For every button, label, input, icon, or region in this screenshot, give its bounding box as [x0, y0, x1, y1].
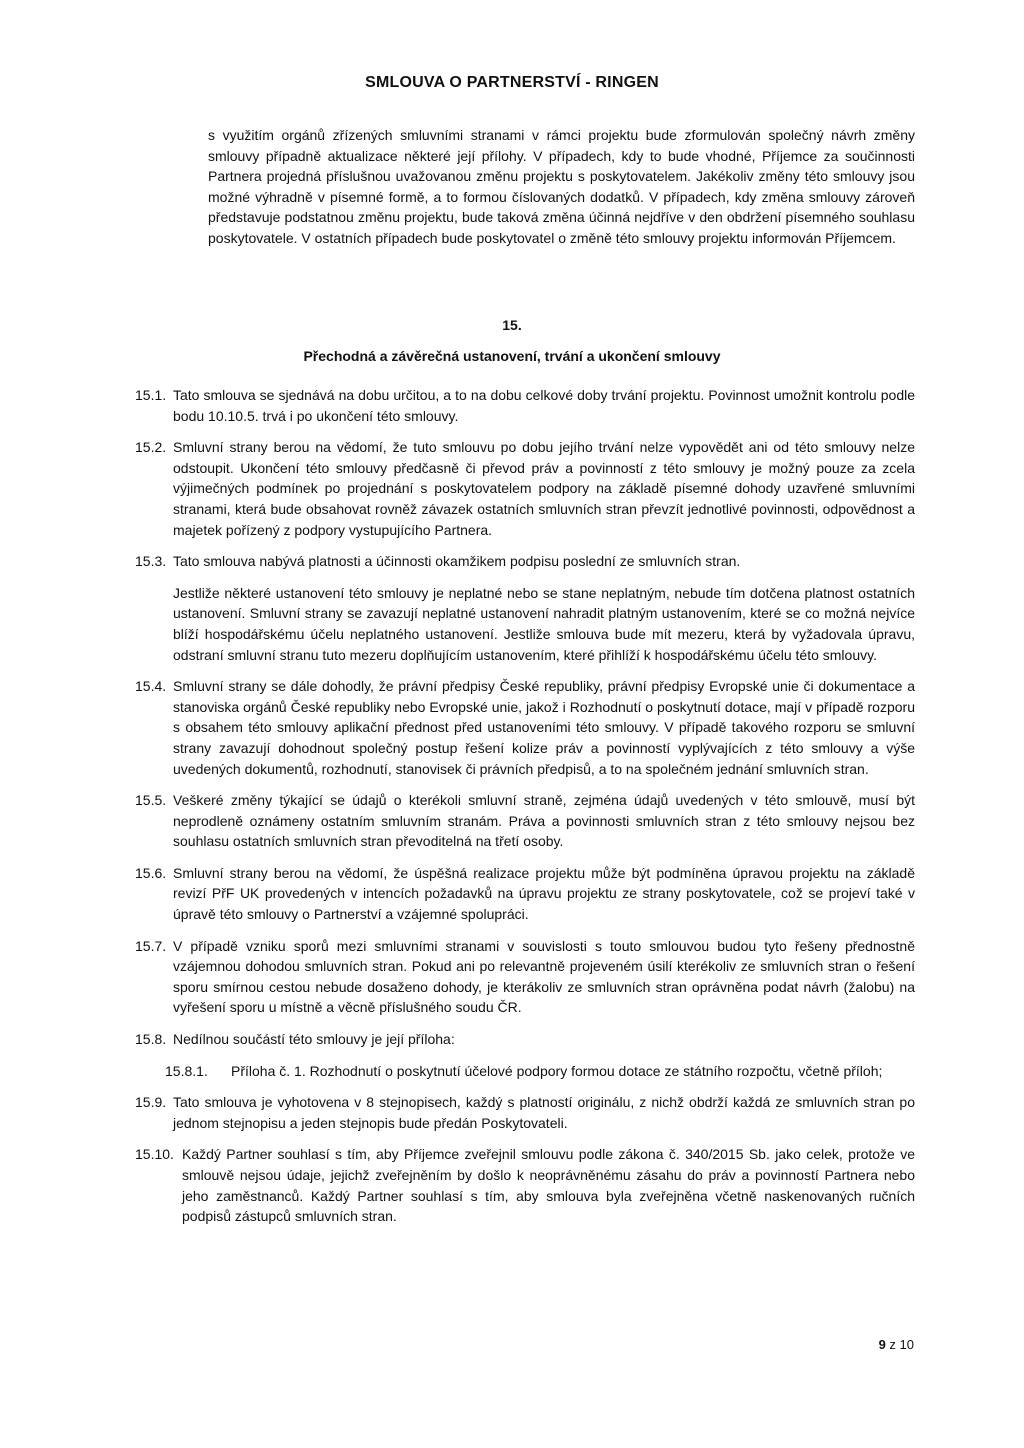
- clause-number: 15.10.: [135, 1146, 174, 1163]
- clause-text: Tato smlouva je vyhotovena v 8 stejnopisech, každý s platností originálu, z nichž obdrží každá ze smluvních stran po jednom stejnopisu a jeden stejnopis bude předán Poskytovateli.: [173, 1094, 915, 1131]
- subclause-text: Příloha č. 1. Rozhodnutí o poskytnutí účelové podpory formou dotace ze státního rozpočtu, včetně příloh;: [231, 1062, 883, 1079]
- clause-text: Tato smlouva se sjednává na dobu určitou, a to na dobu celkové doby trvání projektu. Povinnost umožnit kontrolu podle bodu 10.10.5. trvá i po ukončení této smlouvy.: [173, 387, 915, 424]
- current-page: 9: [878, 1337, 886, 1352]
- clause-text: Smluvní strany berou na vědomí, že úspěšná realizace projektu může být podmíněna úpravou projektu na základě revizí PřF UK provedených v intencích požadavků na úpravu projektu ze strany poskytovatele, což se projeví také v úpravě této smlouvy o Partnerství a vzájemné spolupráci.: [173, 864, 915, 923]
- clause-15-7: [135, 936, 915, 1018]
- document-header-title: SMLOUVA O PARTNERSTVÍ - RINGEN: [365, 74, 659, 91]
- clause-15-9: [135, 1092, 915, 1133]
- clause-15-1: [135, 385, 915, 426]
- total-pages: z 10: [889, 1337, 914, 1352]
- clause-list: [135, 385, 915, 1238]
- clause-number: 15.2.: [135, 439, 167, 456]
- clause-number: 15.5.: [135, 792, 167, 809]
- clause-number: 15.3.: [135, 553, 167, 570]
- clause-number: 15.8.: [135, 1031, 167, 1048]
- clause-number: 15.9.: [135, 1094, 167, 1111]
- clause-text: V případě vzniku sporů mezi smluvními stranami v souvislosti s touto smlouvou budou tyto řešeny přednostně vzájemnou dohodou smluvních stran. Pokud ani po relevantně projeveném úsilí kterékoliv ze smluvních stran o řešení sporu smírnou cestou nebude dosaženo dohody, je kterákoliv ze smluvních stran oprávněna podat návrh (žalobu) na vyřešení sporu u místně a věcně příslušného soudu ČR.: [173, 937, 915, 1016]
- clause-number: 15.7.: [135, 937, 167, 954]
- clause-15-4: [135, 676, 915, 779]
- clause-number: 15.1.: [135, 387, 167, 403]
- clause-15-8: [135, 1029, 915, 1050]
- clause-text: Smluvní strany berou na vědomí, že tuto smlouvu po dobu jejího trvání nelze vypovědět ani od této smlouvy nelze odstoupit. Ukončení této smlouvy předčasně či převod práv a povinností z této smlouvy je možný pouze za zcela výjimečných podmínek po projednání s poskytovatelem podpory na základě písemné dohody uzavřené smluvními stranami, která bude obsahovat rovněž závazek ostatních smluvních stran převzít jednotlivé povinnosti, odpovědnost a majetek pořízený z podpory vystupujícího Partnera.: [173, 439, 915, 538]
- clause-15-3: [135, 551, 915, 572]
- clause-text: Veškeré změny týkající se údajů o kterékoli smluvní straně, zejména údajů uvedených v této smlouvě, musí být neprodleně oznámeny ostatním smluvním stranám. Práva a povinnosti smluvních stran z této smlouvy nejsou bez souhlasu ostatních smluvních stran převoditelná na třetí osoby.: [173, 792, 915, 850]
- intro-paragraph: s využitím orgánů zřízených smluvními stranami v rámci projektu bude zformulován společný návrh změny smlouvy případně aktualizace některé její přílohy. V případech, kdy to bude vhodné, Příjemce za součinnosti Partnera projedná příslušnou uvažovanou změnu projektu s poskytovatelem. Jakékoliv změny této smlouvy jsou možné výhradně v písemné formě, a to formou číslovaných dodatků. V případech, kdy změna smlouvy zároveň představuje podstatnou změnu projektu, bude taková změna účinná nejdříve v den obdržení písemného souhlasu poskytovatele. V ostatních případech bude poskytovatel o změně této smlouvy projektu informován Příjemcem.: [208, 127, 915, 246]
- section-title: Přechodná a závěrečná ustanovení, trvání a ukončení smlouvy: [303, 348, 721, 364]
- clause-15-5: [135, 790, 915, 852]
- page-number: [879, 1337, 914, 1352]
- clause-text: Tato smlouva nabývá platnosti a účinnosti okamžikem podpisu poslední ze smluvních stran.: [173, 553, 741, 570]
- clause-text: Smluvní strany se dále dohodly, že právní předpisy České republiky, právní předpisy Evropské unie či dokumentace a stanoviska orgánů České republiky nebo Evropské unie, jakož i Rozhodnutí o poskytnutí dotace, mají v případě rozporu s obsahem této smlouvy aplikační přednost před ustanoveními této smlouvy. V případě takového rozporu se smluvní strany zavazují dohodnout společný postup řešení kolize práv a povinností vyplývajících z této smlouvy a výše uvedených dokumentů, rozhodnutí, stanovisek či právních předpisů, a to na společném jednání smluvních stran.: [173, 678, 915, 777]
- section-number: 15.: [502, 317, 522, 333]
- clause-15-2: [135, 437, 915, 540]
- clause-15-10: [135, 1144, 915, 1226]
- clause-text: Každý Partner souhlasí s tím, aby Příjemce zveřejnil smlouvu podle zákona č. 340/2015 Sb. jako celek, protože ve smlouvě nejsou údaje, jejichž zveřejněním by došlo k neoprávněnému zásahu do práv a povinností Partnera nebo jeho zaměstnanců. Každý Partner souhlasí s tím, aby smlouva byla zveřejněna včetně naskenovaných ručních podpisů zástupců smluvních stran.: [182, 1146, 915, 1225]
- clause-number: 15.4.: [135, 678, 167, 695]
- subclause-number: 15.8.1.: [165, 1062, 208, 1079]
- clause-text: Nedílnou součástí této smlouvy je její příloha:: [173, 1031, 455, 1048]
- clause-number: 15.6.: [135, 864, 167, 881]
- clause-15-3-paragraph: Jestliže některé ustanovení této smlouvy je neplatné nebo se stane neplatným, nebude tím dotčena platnost ostatních ustanovení. Smluvní strany se zavazují neplatné ustanovení nahradit platným ustanovením, které se co možná nejvíce blíží hospodářskému účelu neplatného ustanovení. Jestliže smlouva bude mít mezeru, která by vyžadovala úpravu, odstraní smluvní stranu tuto mezeru doplňujícím ustanovením, které přihlíží k hospodářskému účelu této smlouvy.: [173, 584, 915, 663]
- clause-15-6: [135, 863, 915, 925]
- clause-15-8-1: [165, 1061, 915, 1082]
